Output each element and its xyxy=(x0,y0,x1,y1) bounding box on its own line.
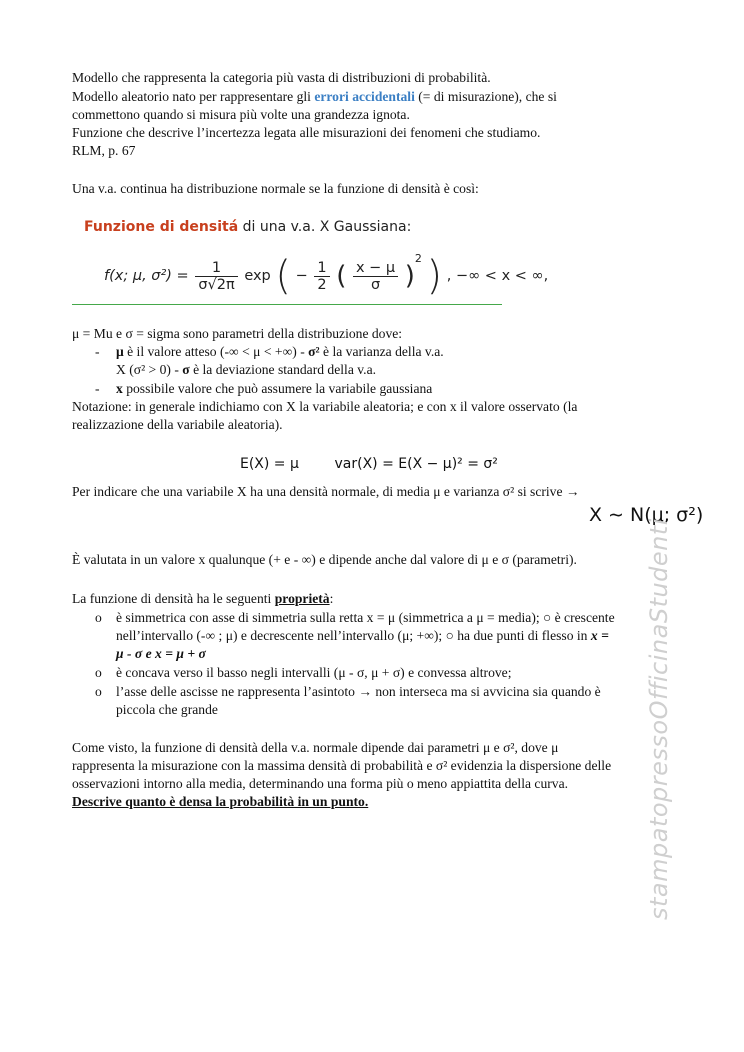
property-1-line-1: è simmetrica con asse di simmetria sulla retta x = μ (simmetrica a μ = media); ○ è crescente xyxy=(116,610,615,625)
sigma-description: è la deviazione standard della v.a. xyxy=(189,362,376,377)
properties-keyword: proprietà xyxy=(274,591,330,606)
exp-function: exp xyxy=(244,268,271,284)
properties-intro-post: : xyxy=(329,591,334,606)
minus-sign: − xyxy=(295,268,308,284)
intro-line-2 xyxy=(72,88,557,106)
notation-line-1: Notazione: in generale indichiamo con X la variabile aleatoria; e con x il valore osservato (la xyxy=(72,399,578,414)
circle-bullet: o xyxy=(95,665,102,680)
normalizer-denominator: σ√2π xyxy=(198,276,235,293)
notation-line-2: realizzazione della variabile aleatoria). xyxy=(72,417,283,432)
conclusion-line-1: Come visto, la funzione di densità della v.a. normale dipende dai parametri μ e σ², dove μ xyxy=(72,740,559,755)
param-x-line xyxy=(116,380,432,398)
evaluated-line: È valutata in un valore x qualunque (+ e - ∞) e dipende anche dal valore di μ e σ (parametri). xyxy=(72,552,577,567)
normal-notation-formula: X ∼ N(μ; σ²) xyxy=(589,504,704,526)
formula-range: , −∞ < x < ∞, xyxy=(446,268,549,284)
expectation-variance-formula: E(X) = μ var(X) = E(X − μ)² = σ² xyxy=(240,456,498,472)
property-3-line-1: l’asse delle ascisse ne rappresenta l’asintoto → non interseca ma si avvicina sia quando è xyxy=(116,684,601,699)
sigma2-symbol: σ² xyxy=(308,344,320,359)
intro-line-3: commettono quando si misura più volte una grandezza ignota. xyxy=(72,107,410,122)
param-sigma-line xyxy=(116,361,376,379)
property-2: è concava verso il basso negli intervalli (μ - σ, μ + σ) e convessa altrove; xyxy=(116,665,512,680)
conclusion-key-sentence: Descrive quanto è densa la probabilità in un punto. xyxy=(72,794,369,809)
errori-accidentali-highlight: errori accidentali xyxy=(314,89,415,104)
left-paren-outer: ( xyxy=(275,253,291,299)
sigma2-description: è la varianza della v.a. xyxy=(319,344,444,359)
conclusion-line-3: osservazioni intorno alla media, determinando una forma più o meno appiattita della curva. xyxy=(72,776,569,791)
fraction-standardized xyxy=(353,260,398,293)
sigma2-condition: X (σ² > 0) - xyxy=(116,362,183,377)
params-intro: μ = Mu e σ = sigma sono parametri della distribuzione dove: xyxy=(72,326,403,341)
density-notation-line: Per indicare che una variabile X ha una densità normale, di media μ e varianza σ² si scrive → xyxy=(72,484,580,499)
left-paren-inner: ( xyxy=(336,261,347,291)
density-formula xyxy=(104,252,549,299)
inflection-points: μ - σ e x = μ + σ xyxy=(116,646,206,661)
circle-bullet: o xyxy=(95,610,102,625)
square-exponent: 2 xyxy=(414,252,422,265)
normalizer-numerator: 1 xyxy=(195,260,237,277)
standardized-denominator: σ xyxy=(370,276,381,293)
formula-title xyxy=(84,219,411,235)
intro-line-4: Funzione che descrive l’incertezza legata alle misurazioni dei fenomeni che studiamo. xyxy=(72,125,541,140)
formula-underline xyxy=(72,304,502,305)
property-3-line-2: piccola che grande xyxy=(116,702,218,717)
density-formula-image xyxy=(72,214,549,306)
dash-bullet: - xyxy=(95,381,100,396)
sigma-symbol: σ xyxy=(182,362,190,377)
properties-intro-pre: La funzione di densità ha le seguenti xyxy=(72,591,275,606)
param-mu-line xyxy=(116,343,444,361)
half-numerator: 1 xyxy=(314,260,329,277)
intro-line-1: Modello che rappresenta la categoria più vasta di distribuzioni di probabilità. xyxy=(72,70,491,85)
dash-bullet: - xyxy=(95,344,100,359)
half-denominator: 2 xyxy=(317,276,327,293)
property-1-line-2-text: nell’intervallo (-∞ ; μ) e decrescente nell’intervallo (μ; +∞); ○ ha due punti di flesso in xyxy=(116,628,591,643)
inflection-x: x = xyxy=(590,628,609,643)
fraction-half xyxy=(314,260,329,293)
intro-line-2-pre: Modello aleatorio nato per rappresentare gli xyxy=(72,89,315,104)
conclusion-line-2: rappresenta la misurazione con la massima densità di probabilità e σ² evidenzia la dispersione delle xyxy=(72,758,612,773)
x-symbol: x xyxy=(116,381,123,396)
circle-bullet: o xyxy=(95,684,102,699)
x-description: possibile valore che può assumere la variabile gaussiana xyxy=(122,381,433,396)
definition-line: Una v.a. continua ha distribuzione normale se la funzione di densità è così: xyxy=(72,181,479,196)
mu-description: è il valore atteso (-∞ < μ < +∞) - xyxy=(123,344,309,359)
formula-title-highlight: Funzione di densitá xyxy=(84,219,239,235)
right-paren-outer: ) xyxy=(426,253,443,299)
fraction-normalizer xyxy=(195,260,237,293)
formula-title-rest: di una v.a. X Gaussiana: xyxy=(238,219,412,235)
formula-lhs: f(x; μ, σ²) = xyxy=(104,268,189,284)
reference: RLM, p. 67 xyxy=(72,143,136,158)
standardized-numerator: x − μ xyxy=(353,260,398,277)
mu-symbol: μ xyxy=(116,344,124,359)
intro-line-2-post: (= di misurazione), che si xyxy=(414,89,557,104)
properties-intro xyxy=(72,590,333,608)
watermark: stampatopressoOfficinaStudenti xyxy=(645,518,673,920)
property-1-line-2 xyxy=(116,627,609,645)
right-paren-inner: ) xyxy=(404,261,415,291)
